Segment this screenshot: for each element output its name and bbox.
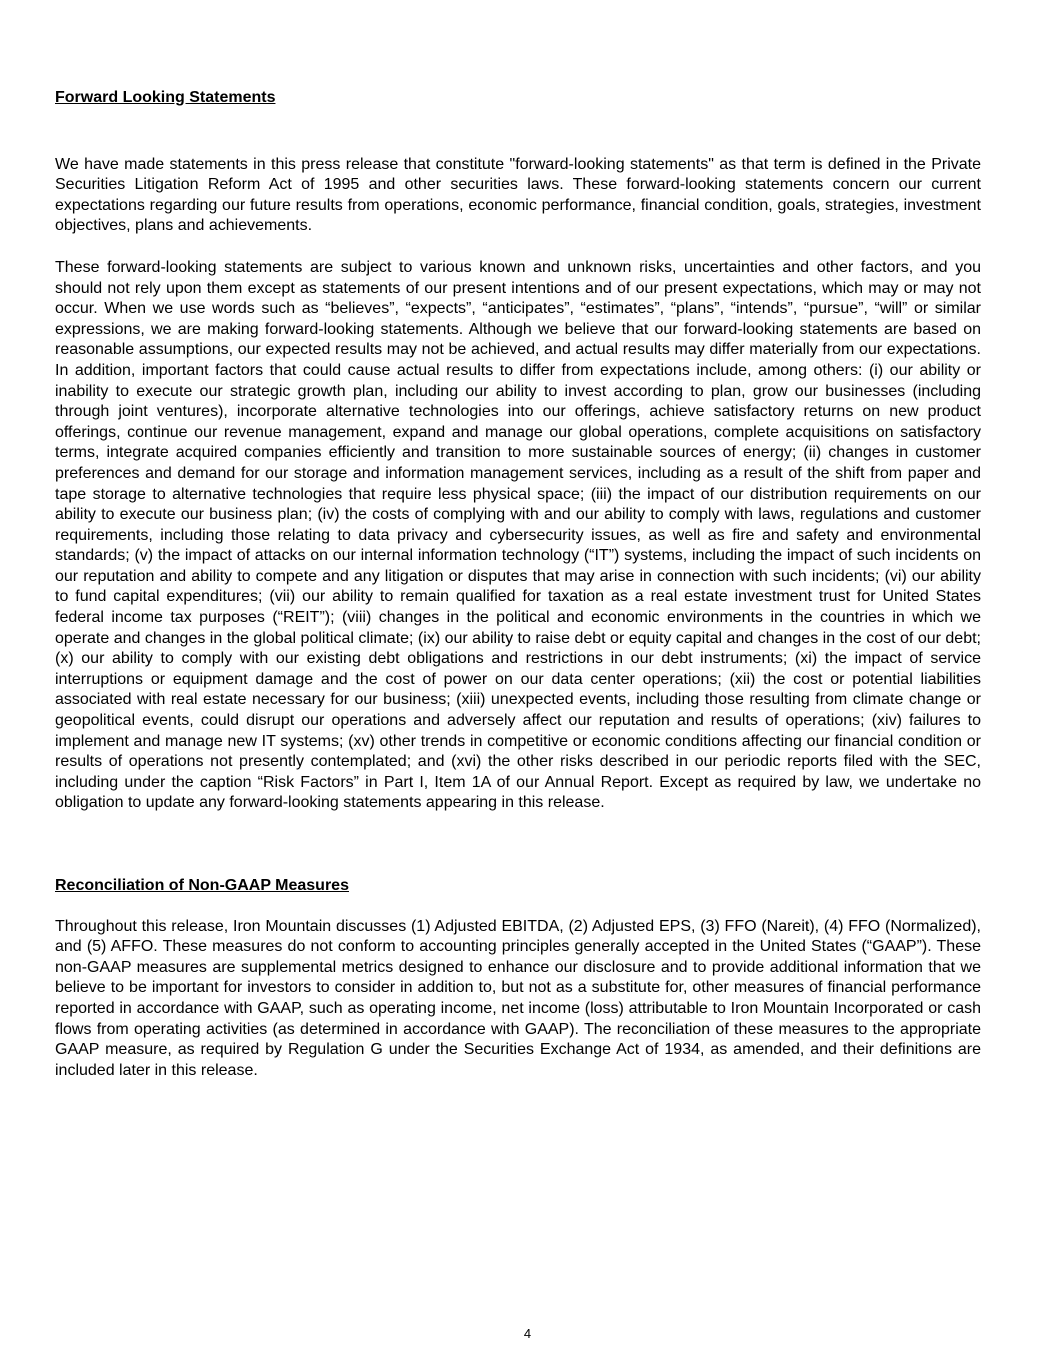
paragraph: These forward-looking statements are subject to various known and unknown risks, uncertainties and other factors, and you should not rely upon them except as statements of our present intentions and of our present expectations, which may or may not occur. When we use words such as “believes”, “expects”, “anticipates”, “estimates”, “plans”, “intends”, “pursue”, “will” or similar expressions, we are making forward-looking statements. Although we believe that our forward-looking statements are based on reasonable assumptions, our expected results may not be achieved, and actual results may differ materially from our expectations. In addition, important factors that could cause actual results to differ from expectations include, among others: (i) our ability or inability to execute our strategic growth plan, including our ability to invest according to plan, grow our businesses (including through joint ventures), incorporate alternative technologies into our offerings, achieve satisfactory returns on new product offerings, continue our revenue management, expand and manage our global operations, complete acquisitions on satisfactory terms, integrate acquired companies efficiently and transition to more sustainable sources of energy; (ii) changes in customer preferences and demand for our storage and information management services, including as a result of the shift from paper and tape storage to alternative technologies that require less physical space; (iii) the impact of our distribution requirements on our ability to execute our business plan; (iv) the costs of complying with and our ability to comply with laws, regulations and customer requirements, including those relating to data privacy and cybersecurity issues, as well as fire and safety and environmental standards; (v) the impact of attacks on our internal information technology (“IT”) systems, including the impact of such incidents on our reputation and ability to compete and any litigation or disputes that may arise in connection with such incidents; (vi) our ability to fund capital expenditures; (vii) our ability to remain qualified for taxation as a real estate investment trust for United States federal income tax purposes (“REIT”); (viii) changes in the political and economic environments in the countries in which we operate and changes in the global political climate; (ix) our ability to raise debt or equity capital and changes in the cost of our debt; (x) our ability to comply with our existing debt obligations and restrictions in our debt instruments; (xi) the impact of service interruptions or equipment damage and the cost of power on our data center operations; (xii) the cost or potential liabilities associated with real estate necessary for our business; (xiii) unexpected events, including those resulting from climate change or geopolitical events, could disrupt our operations and adversely affect our reputation and results of operations; (xiv) failures to implement and manage new IT systems; (xv) other trends in competitive or economic conditions affecting our financial condition or results of operations not presently contemplated; and (xvi) the other risks described in our periodic reports filed with the SEC, including under the caption “Risk Factors” in Part I, Item 1A of our Annual Report. Except as required by law, we undertake no obligation to update any forward-looking statements appearing in this release. — [55, 258, 981, 812]
forward-looking-section — [55, 88, 981, 814]
section-heading-reconciliation: Reconciliation of Non-GAAP Measures — [55, 877, 349, 894]
paragraph: We have made statements in this press release that constitute "forward-looking statements" as that term is defined in the Private Securities Litigation Reform Act of 1995 and other securities laws. These forward-looking statements concern our current expectations regarding our future results from operations, economic performance, financial condition, goals, strategies, investment objectives, plans and achievements. — [55, 155, 981, 235]
page-number: 4 — [523, 1326, 532, 1341]
section-heading-forward-looking: Forward Looking Statements — [55, 89, 276, 106]
reconciliation-section — [55, 876, 981, 1081]
document-page — [55, 88, 981, 1081]
paragraph: Throughout this release, Iron Mountain discusses (1) Adjusted EBITDA, (2) Adjusted EPS, (3) FFO (Nareit), (4) FFO (Normalized), and (5) AFFO. These measures do not conform to accounting principles generally accepted in the United States (“GAAP”). These non-GAAP measures are supplemental metrics designed to enhance our disclosure and to provide additional information that we believe to be important for investors to consider in addition to, but not as a substitute for, other measures of financial performance reported in accordance with GAAP, such as operating income, net income (loss) attributable to Iron Mountain Incorporated or cash flows from operating activities (as determined in accordance with GAAP). The reconciliation of these measures to the appropriate GAAP measure, as required by Regulation G under the Securities Exchange Act of 1934, as amended, and their definitions are included later in this release. — [55, 917, 981, 1079]
